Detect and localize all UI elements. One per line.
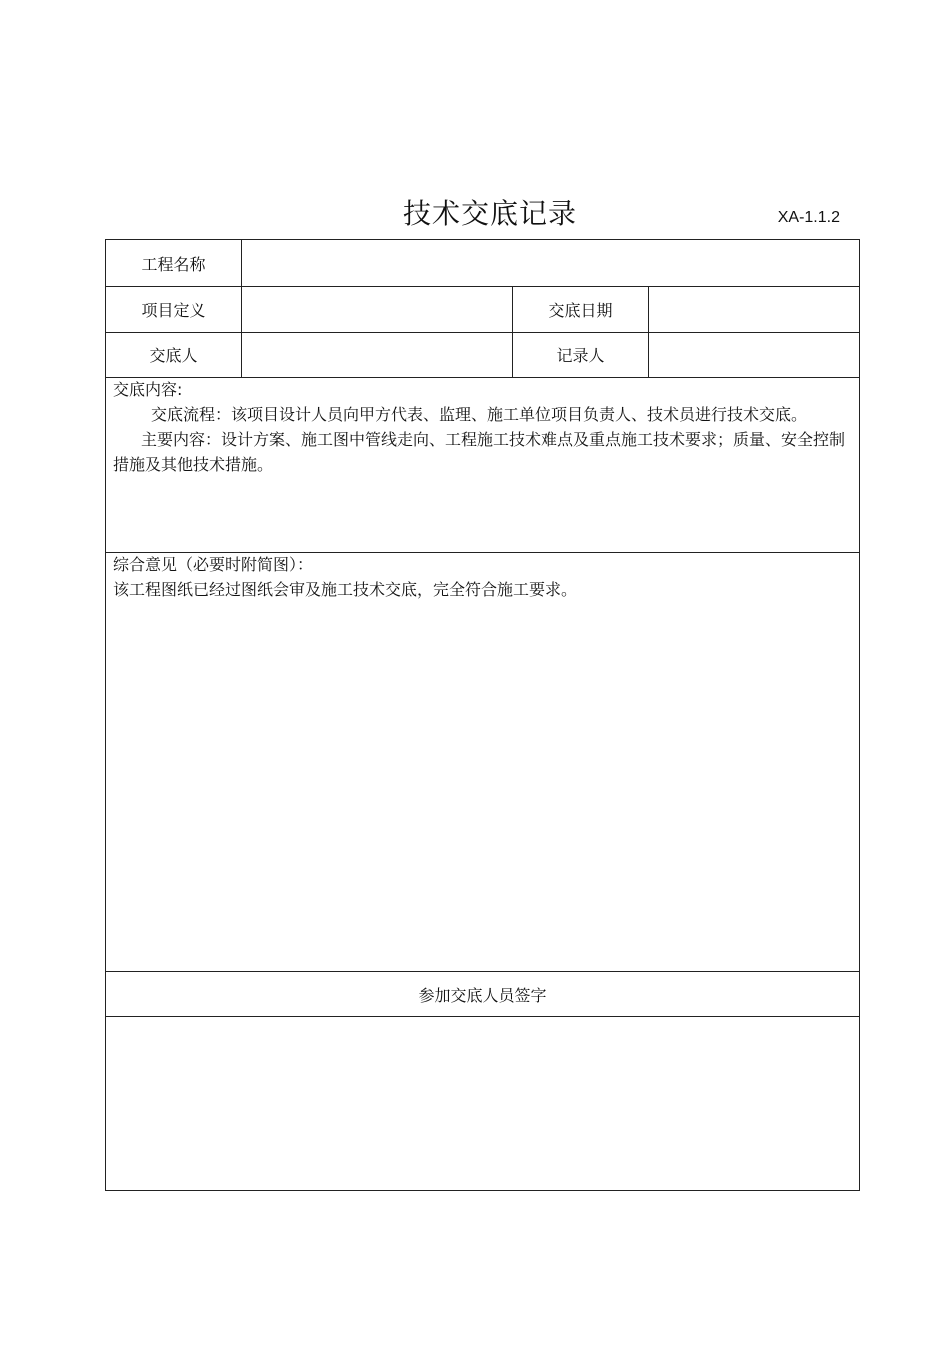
recorder-label: 记录人 (556, 346, 605, 365)
signature-area[interactable] (106, 1017, 859, 1190)
handover-record-form (105, 239, 860, 1191)
item-definition-label: 项目定义 (141, 300, 206, 320)
opinion-text: 该工程图纸已经过图纸会审及施工技术交底，完全符合施工要求。 (113, 580, 578, 599)
signature-label: 参加交底人员签字 (418, 985, 547, 1005)
opinion-heading: 综合意见（必要时附简图）： (113, 555, 314, 574)
recorder-field[interactable] (649, 332, 859, 377)
handover-content-section (113, 377, 849, 477)
content-main-line: 主要内容：设计方案、施工图中管线走向、工程施工技术难点及重点施工技术要求；质量、安全控制措施及其他技术措施。 (113, 430, 846, 474)
handover-person-field[interactable] (242, 332, 512, 377)
document-title: 技术交底记录 (402, 197, 577, 230)
handover-date-label: 交底日期 (548, 300, 613, 320)
handover-person-label: 交底人 (149, 346, 198, 365)
handover-date-field[interactable] (649, 286, 859, 332)
item-definition-field[interactable] (242, 286, 512, 332)
form-code: XA-1.1.2 (777, 209, 840, 226)
content-process-line: 交底流程：该项目设计人员向甲方代表、监理、施工单位项目负责人、技术员进行技术交底。 (151, 405, 808, 424)
project-name-field[interactable] (242, 240, 859, 286)
project-name-label: 工程名称 (141, 254, 206, 274)
opinion-section (113, 552, 849, 602)
content-heading: 交底内容: (113, 380, 183, 399)
